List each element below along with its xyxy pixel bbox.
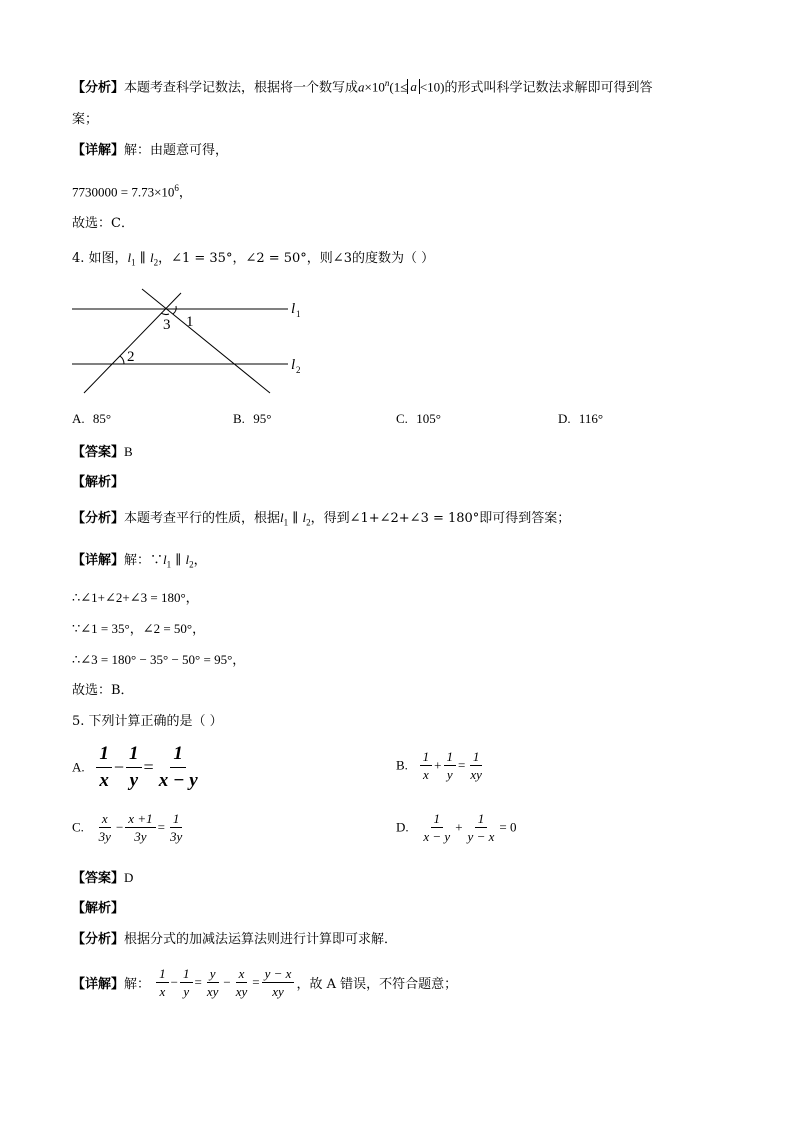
- numerator: 1: [96, 741, 112, 768]
- fraction: [467, 748, 485, 783]
- numerator: 1: [180, 965, 193, 983]
- formula-cond-end: <10): [419, 79, 445, 95]
- figure-label-l2-sub: 2: [296, 365, 301, 375]
- fraction: [233, 965, 251, 1000]
- q4-analysis: [72, 508, 570, 533]
- fraction: [420, 748, 433, 783]
- line-l2: l: [185, 552, 190, 567]
- q4-choose: 故选：B．: [72, 683, 134, 698]
- analysis-tag: 【分析】: [72, 932, 125, 947]
- denominator: xy: [235, 984, 248, 999]
- numerator: x: [236, 965, 248, 983]
- q5-detail: [72, 965, 457, 1000]
- angle-arc-3: [161, 313, 169, 315]
- calc-text: 7730000 = 7.73×10: [72, 184, 175, 200]
- parse-tag: 【解析】: [72, 475, 125, 490]
- option-letter: C.: [396, 411, 408, 426]
- equals: =: [252, 974, 260, 990]
- q3-analysis-cont: 案；: [72, 112, 99, 127]
- answer-tag: 【答案】: [72, 445, 125, 460]
- equals: =: [458, 757, 466, 773]
- fraction: [262, 965, 295, 1000]
- detail-text: 解：由题意可得，: [124, 143, 229, 158]
- operator: −: [170, 974, 179, 990]
- numerator: 1: [170, 741, 186, 768]
- line-l2-sub: 2: [189, 559, 194, 570]
- detail-end: ，: [193, 553, 207, 568]
- numerator: y − x: [262, 965, 295, 983]
- fraction: [180, 965, 193, 1000]
- line-l1: l: [163, 552, 167, 567]
- angle-arc-1: [173, 306, 176, 314]
- stem-end: ，∠1 = 35°，∠2 = 50°，则∠3的度数为（ ）: [158, 251, 435, 266]
- operator: −: [113, 757, 125, 777]
- line-l1: l: [127, 250, 132, 265]
- denominator: y − x: [467, 829, 495, 844]
- detail-tag: 【详解】: [72, 553, 125, 568]
- figure-label-l2: l: [291, 357, 296, 373]
- q4-step1: ∴∠1+∠2+∠3 = 180°，: [72, 590, 199, 605]
- line-l2-sub: 2: [306, 517, 311, 528]
- line-l1: l: [280, 510, 284, 525]
- fraction: [167, 810, 185, 845]
- parse-tag: 【解析】: [72, 901, 125, 916]
- q3-detail-line: [72, 141, 228, 161]
- denominator: 3y: [98, 829, 111, 844]
- option-letter: B.: [233, 411, 245, 426]
- q5-stem: 5. 下列计算正确的是（ ）: [72, 714, 223, 729]
- q4-answer: [72, 442, 133, 463]
- figure-label-l1-sub: 1: [296, 309, 301, 319]
- denominator: y: [183, 984, 190, 999]
- operator: −: [223, 974, 231, 990]
- line-l2-sub: 2: [153, 257, 159, 268]
- equals: =: [157, 819, 165, 835]
- denominator: y: [446, 767, 453, 782]
- line-l1-sub: 1: [166, 559, 172, 570]
- fraction: [465, 810, 498, 845]
- answer-value: D: [124, 870, 134, 885]
- fraction: [420, 810, 453, 845]
- q4-stem: [72, 248, 434, 273]
- detail-text: 解：: [124, 977, 151, 992]
- numerator: 1: [126, 741, 142, 768]
- parallel-sign: ∥: [171, 553, 186, 568]
- denominator: xy: [206, 984, 219, 999]
- detail-text: 解：∵: [124, 553, 164, 568]
- analysis-tag: 【分析】: [72, 80, 125, 96]
- option-value: 105°: [416, 411, 441, 426]
- option-value: 85°: [92, 411, 112, 426]
- stem-start: 4. 如图，: [72, 251, 128, 266]
- q4-option-b: [233, 411, 271, 427]
- equals: =: [194, 974, 202, 990]
- q4-detail: [72, 550, 207, 575]
- fraction: [126, 741, 142, 794]
- denominator: x: [159, 984, 166, 999]
- numerator: 1: [475, 810, 488, 828]
- detail-end: ，故 A 错误，不符合题意；: [296, 977, 458, 992]
- numerator: x: [99, 810, 111, 828]
- detail-tag: 【详解】: [72, 977, 125, 992]
- q4-parse: [72, 473, 124, 493]
- transversal-right: [142, 289, 270, 393]
- numerator: 1: [444, 748, 457, 766]
- option-value: 116°: [578, 411, 604, 426]
- denominator: x − y: [158, 770, 198, 791]
- angle-label-1: 1: [186, 314, 194, 330]
- formula-abs: a: [407, 79, 420, 94]
- fraction: [204, 965, 222, 1000]
- q5-answer: [72, 868, 133, 889]
- line-l2: l: [302, 510, 307, 525]
- numerator: 1: [170, 810, 183, 828]
- fraction: [96, 741, 112, 794]
- denominator: x: [423, 767, 429, 782]
- option-letter: D.: [558, 411, 571, 426]
- q5-option-b: [396, 748, 487, 783]
- numerator: y: [207, 965, 219, 983]
- numerator: 1: [420, 748, 433, 766]
- q3-calc: [72, 178, 192, 202]
- parallel-sign: ∥: [135, 251, 150, 266]
- numerator: 1: [431, 810, 444, 828]
- denominator: y: [129, 770, 139, 791]
- numerator: 1: [156, 965, 169, 983]
- line-l1-sub: 1: [283, 517, 289, 528]
- q4-step2: ∵∠1 = 35°，∠2 = 50°，: [72, 621, 206, 636]
- q5-option-a: [72, 741, 203, 794]
- fraction: [156, 741, 201, 794]
- option-letter: A.: [72, 759, 85, 775]
- q4-figure: [60, 282, 320, 400]
- angle-arc-2: [120, 356, 124, 364]
- fraction: [125, 810, 155, 845]
- denominator: x − y: [423, 829, 451, 844]
- operator: +: [455, 819, 463, 835]
- q5-option-c: [72, 810, 187, 845]
- answer-tag: 【答案】: [72, 871, 125, 886]
- parallel-sign: ∥: [288, 511, 303, 526]
- analysis-text-end: ，得到∠1+∠2+∠3 = 180°即可得到答案；: [310, 511, 571, 526]
- analysis-tag: 【分析】: [72, 511, 125, 526]
- q5-parse: [72, 899, 124, 919]
- formula-times: ×10: [364, 79, 385, 95]
- option-letter: A.: [72, 411, 85, 426]
- denominator: xy: [272, 984, 284, 999]
- line-l1-sub: 1: [131, 257, 136, 268]
- transversal-left: [84, 293, 181, 393]
- fraction: [444, 748, 457, 783]
- fraction: [156, 965, 169, 1000]
- q4-option-d: [558, 411, 603, 427]
- equals: = 0: [499, 819, 517, 835]
- calc-end: ，: [178, 184, 192, 200]
- denominator: xy: [470, 767, 482, 782]
- q3-choose: 故选：C．: [72, 216, 134, 231]
- q4-step3: ∴∠3 = 180° − 35° − 50° = 95°，: [72, 652, 246, 667]
- equals: =: [143, 757, 154, 777]
- numerator: 1: [470, 748, 483, 766]
- option-letter: D.: [396, 819, 409, 835]
- detail-tag: 【详解】: [72, 143, 125, 158]
- formula-cond: (1≤: [389, 79, 408, 95]
- angle-label-3: 3: [163, 317, 171, 333]
- analysis-text-end: 的形式叫科学记数法求解即可得到答: [444, 80, 653, 96]
- denominator: 3y: [169, 829, 183, 844]
- q3-analysis-line: [72, 73, 653, 98]
- analysis-text: 根据分式的加减法运算法则进行计算即可求解．: [124, 932, 398, 947]
- operator: −: [115, 819, 124, 835]
- option-letter: C.: [72, 819, 84, 835]
- denominator: x: [99, 770, 109, 791]
- figure-label-l1: l: [291, 301, 296, 317]
- formula-a: a: [358, 79, 365, 95]
- q5-analysis: [72, 930, 397, 950]
- fraction: [96, 810, 114, 845]
- q4-option-a: [72, 411, 111, 427]
- calc-exp: 6: [174, 183, 179, 193]
- formula-exp: n: [384, 78, 390, 88]
- analysis-text: 本题考查科学记数法，根据将一个数写成: [124, 80, 359, 96]
- operator: +: [434, 757, 442, 773]
- q5-option-d: [396, 810, 516, 845]
- numerator: x +1: [125, 810, 155, 828]
- q4-option-c: [396, 411, 441, 427]
- option-value: 95°: [253, 411, 272, 426]
- option-letter: B.: [396, 757, 408, 773]
- angle-label-2: 2: [127, 349, 135, 365]
- line-l2: l: [149, 250, 154, 265]
- analysis-text: 本题考查平行的性质，根据: [124, 511, 281, 526]
- denominator: 3y: [134, 829, 147, 844]
- answer-value: B: [124, 444, 133, 459]
